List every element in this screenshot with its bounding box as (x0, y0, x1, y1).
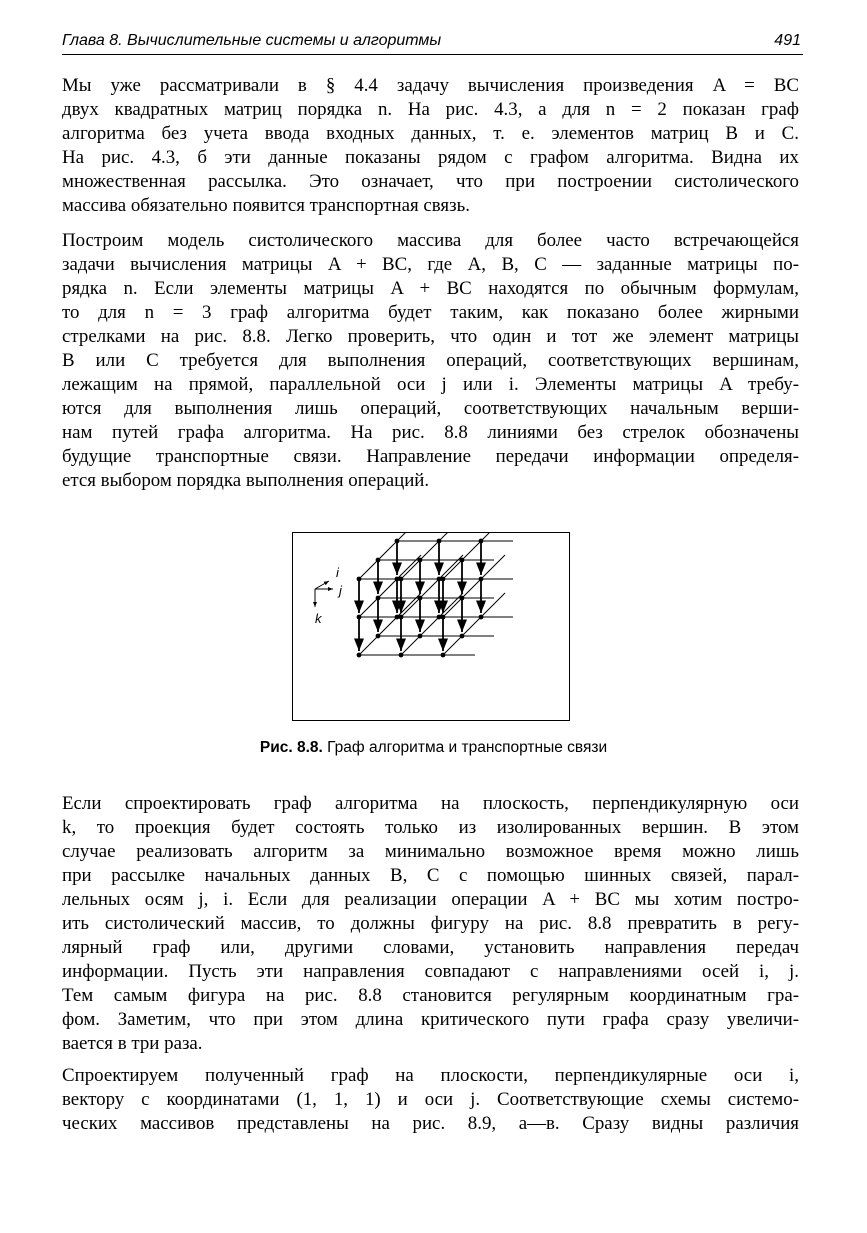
text-line: лежащим на прямой, параллельной оси j или i. Элементы матрицы A требу- (62, 374, 799, 395)
text-line: Если спроектировать граф алгоритма на плоскость, перпендикулярную оси (62, 793, 799, 814)
graph-vertex (399, 653, 404, 658)
text-line: Тем самым фигура на рис. 8.8 становится регулярным координатным гра- (62, 985, 799, 1006)
text-line: ется выбором порядка выполнения операций. (62, 470, 430, 491)
text-line: алгоритма без учета ввода входных данных, т. е. элементов матриц B и C. (62, 123, 799, 144)
graph-vertex (395, 615, 400, 620)
paragraph-2 (62, 229, 799, 493)
text-line: лельных осям j, i. Если для реализации операции A + BC мы хотим постро- (62, 889, 799, 910)
text-line: случае реализовать алгоритм за минимально возможное время можно лишь (62, 841, 799, 862)
graph-vertex (395, 539, 400, 544)
text-line: стрелками на рис. 8.8. Легко проверить, что один и тот же элемент матрицы (62, 326, 799, 347)
page-number: 491 (774, 32, 801, 49)
transport-link-line (359, 555, 421, 617)
paragraph-1 (62, 74, 799, 218)
figure-8-8 (292, 532, 570, 721)
text-line: задачи вычисления матрицы A + BC, где A, B, C — заданные матрицы по- (62, 254, 799, 275)
text-line: B или C требуется для выполнения операций, соответствующих вершинам, (62, 350, 799, 371)
text-line: нам путей графа алгоритма. На рис. 8.8 линиями без стрелок обозначены (62, 422, 799, 443)
transport-link-line (401, 533, 463, 579)
transport-links (359, 533, 513, 655)
graph-vertex (418, 596, 423, 601)
transport-link-line (443, 555, 505, 617)
caption-text: Граф алгоритма и транспортные связи (327, 739, 608, 756)
text-line: ются для выполнения лишь операций, соответствующих начальным верши- (62, 398, 799, 419)
text-line: ческих массивов представлены на рис. 8.9, а—в. Сразу видны различия (62, 1113, 799, 1134)
running-header (62, 30, 803, 55)
graph-vertex (376, 634, 381, 639)
text-line: то для n = 3 граф алгоритма будет таким, как показано более жирными (62, 302, 799, 323)
text-line: ить систолический массив, то должны фигуру на рис. 8.8 превратить в регу- (62, 913, 799, 934)
graph-vertex (437, 539, 442, 544)
graph-vertex (460, 634, 465, 639)
transport-link-line (359, 593, 421, 655)
axis-j-label: j (339, 583, 342, 598)
graph-vertex (441, 653, 446, 658)
text-line: двух квадратных матриц порядка n. На рис. 4.3, a для n = 2 показан граф (62, 99, 799, 120)
graph-vertex (357, 615, 362, 620)
transport-link-line (443, 593, 505, 655)
axes-legend (315, 565, 343, 626)
text-line: при рассылке начальных данных B, C с помощью шинных связей, парал- (62, 865, 799, 886)
paragraph-4 (62, 1064, 799, 1136)
graph-vertex (479, 577, 484, 582)
text-line: вектору с координатами (1, 1, 1) и оси j. Соответствующие схемы системо- (62, 1089, 799, 1110)
transport-link-line (401, 593, 463, 655)
graph-vertex (437, 615, 442, 620)
graph-vertex (479, 539, 484, 544)
text-line: вается в три раза. (62, 1033, 203, 1054)
chapter-title: Глава 8. Вычислительные системы и алгоритмы (62, 32, 442, 49)
graph-vertex (460, 596, 465, 601)
text-line: будущие транспортные связи. Направление передачи информации определя- (62, 446, 799, 467)
text-line: Мы уже рассматривали в § 4.4 задачу вычисления произведения A = BC (62, 75, 799, 96)
graph-vertex (357, 653, 362, 658)
figure-caption (0, 739, 867, 757)
graph-vertex (376, 596, 381, 601)
graph-vertex (479, 615, 484, 620)
paragraph-3 (62, 792, 799, 1056)
axis-k-label: k (315, 611, 322, 626)
transport-link-line (443, 533, 505, 579)
axis-i-label: i (336, 565, 339, 580)
graph-vertex (418, 558, 423, 563)
text-line: лярный граф или, другими словами, установить направления передач (62, 937, 799, 958)
transport-link-line (359, 533, 421, 579)
graph-vertex (357, 577, 362, 582)
transport-link-line (401, 555, 463, 617)
text-line: Спроектируем полученный граф на плоскости, перпендикулярные оси i, (62, 1065, 799, 1086)
text-line: k, то проекция будет состоять только из изолированных вершин. В этом (62, 817, 799, 838)
graph-vertex (418, 634, 423, 639)
graph-vertex (376, 558, 381, 563)
text-line: фом. Заметим, что при этом длина критического пути графа сразу увеличи- (62, 1009, 799, 1030)
graph-vertex (437, 577, 442, 582)
text-line: информации. Пусть эти направления совпадают с направлениями осей i, j. (62, 961, 799, 982)
algorithm-graph-diagram (293, 533, 569, 720)
graph-vertex (460, 558, 465, 563)
graph-vertex (395, 577, 400, 582)
text-line: рядка n. Если элементы матрицы A + BC находятся по обычным формулам, (62, 278, 799, 299)
text-line: Построим модель систолического массива для более часто встречающейся (62, 230, 799, 251)
text-line: множественная рассылка. Это означает, что при построении систолического (62, 171, 799, 192)
text-line: На рис. 4.3, б эти данные показаны рядом с графом алгоритма. Видна их (62, 147, 799, 168)
text-line: массива обязательно появится транспортная связь. (62, 195, 470, 216)
caption-label: Рис. 8.8. (259, 739, 323, 756)
